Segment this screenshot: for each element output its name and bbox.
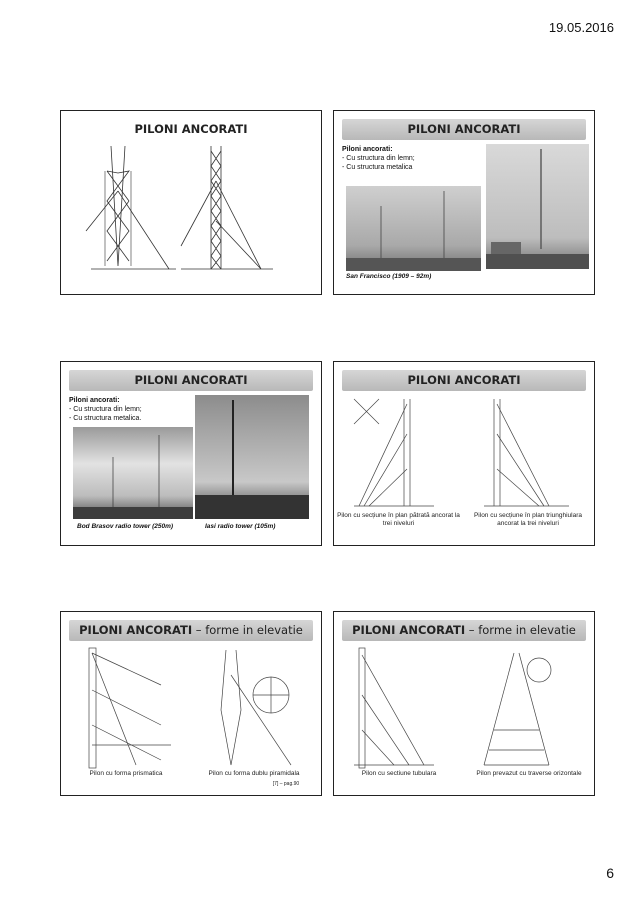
slide-title: PILONI ANCORATI [134, 122, 248, 136]
slide-2 [333, 110, 595, 295]
slide-title [342, 620, 586, 641]
slide-title-rest: – forme in elevatie [192, 623, 303, 637]
reference-note: [7] – pag.90 [272, 781, 300, 787]
slide-title: PILONI ANCORATI [69, 370, 313, 391]
photo-bod-brasov [73, 427, 193, 519]
bullet-heading: Piloni ancorati: [69, 397, 120, 404]
bullet-heading: Piloni ancorati: [342, 146, 393, 153]
slide-title: PILONI ANCORATI [342, 370, 586, 391]
slide-title-bold: PILONI ANCORATI [79, 623, 193, 637]
bullet-item: - Cu structura din lemn; [69, 406, 142, 413]
drawing-caption-left: Pilon cu forma prismatica [89, 770, 163, 777]
bullet-item: - Cu structura metalica [342, 164, 413, 171]
photo-caption-right: Iasi radio tower (105m) [205, 523, 276, 530]
drawing-caption-left: Pilon cu sectiune tubulara [361, 770, 437, 777]
elevation-forms-drawing [334, 645, 594, 770]
slide-1 [60, 110, 322, 295]
slide-title: PILONI ANCORATI [342, 119, 586, 140]
page-number: 6 [606, 865, 614, 881]
drawing-caption-right: Pilon cu forma dublu piramidala [208, 770, 300, 777]
slide-5 [60, 611, 322, 796]
photo-san-francisco [346, 186, 481, 271]
slide-6 [333, 611, 595, 796]
slide-title-rest: – forme in elevatie [465, 623, 576, 637]
photo-mast [486, 144, 589, 269]
photo-caption: San Francisco (1909 – 92m) [346, 273, 432, 280]
print-date: 19.05.2016 [548, 20, 614, 35]
drawing-caption-left: Pilon cu secțiune în plan pătrată ancorat la trei niveluri [337, 512, 460, 527]
slide-title [69, 620, 313, 641]
photo-caption-left: Bod Brasov radio tower (250m) [77, 523, 174, 530]
slide-3 [60, 361, 322, 546]
drawing-caption-right: Pilon prevazut cu traverse orizontale [476, 770, 582, 777]
elevation-forms-drawing [61, 645, 321, 770]
bullet-list [342, 145, 415, 172]
bullet-item: - Cu structura din lemn; [342, 155, 415, 162]
drawing-caption-right: Pilon cu secțiune în plan triunghiulara ancorat la trei niveluri [473, 512, 583, 527]
photo-iasi [195, 395, 309, 519]
bullet-item: - Cu structura metalica. [69, 415, 142, 422]
slide-4 [333, 361, 595, 546]
slide-title-bold: PILONI ANCORATI [352, 623, 466, 637]
guyed-mast-drawing [61, 111, 321, 294]
bullet-list [69, 396, 142, 423]
